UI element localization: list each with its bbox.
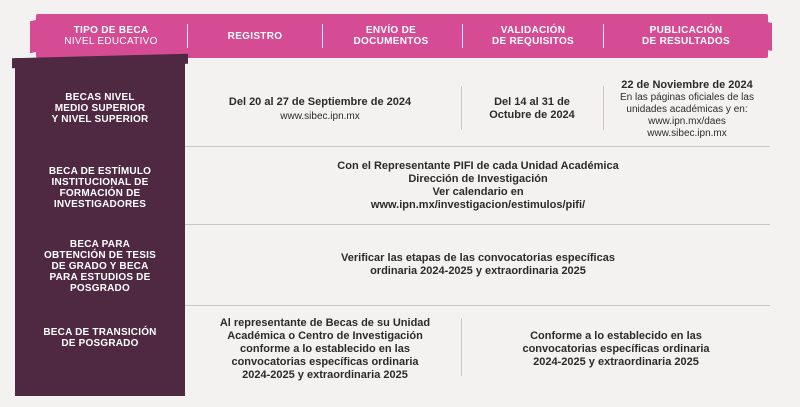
row1-registro-cell bbox=[190, 80, 450, 138]
pifi-line: Ver calendario en bbox=[432, 186, 524, 198]
header-registro bbox=[188, 14, 322, 58]
header-registro-label: REGISTRO bbox=[227, 30, 283, 42]
header-tipo-de-beca bbox=[36, 14, 186, 58]
registro-dates: Del 20 al 27 de Septiembre de 2024 bbox=[228, 95, 412, 108]
row1-validacion-cell bbox=[462, 80, 602, 138]
header-validacion-line1: VALIDACIÓN bbox=[500, 25, 566, 36]
table-header bbox=[36, 14, 768, 58]
header-envio bbox=[323, 14, 459, 58]
publicacion-line: unidades académicas y en: bbox=[626, 103, 748, 115]
header-tipo-line2: NIVEL EDUCATIVO bbox=[64, 36, 158, 47]
row-label-line: Y NIVEL SUPERIOR bbox=[51, 113, 149, 125]
row-label-line: MEDIO SUPERIOR bbox=[54, 102, 146, 114]
tesis-line: Verificar las etapas de las convocatorias específicas bbox=[341, 252, 615, 264]
row-label-line: DE GRADO Y BECA bbox=[51, 260, 149, 272]
publicacion-date: 22 de Noviembre de 2024 bbox=[621, 78, 753, 91]
publicacion-link[interactable]: www.ipn.mx/daes bbox=[648, 115, 726, 127]
row-label-line: BECA PARA bbox=[69, 238, 131, 250]
transicion-left-line: convocatorias específicas ordinaria bbox=[231, 355, 419, 368]
header-publicacion bbox=[604, 14, 768, 58]
row-separator bbox=[185, 305, 770, 306]
validacion-line: Del 14 al 31 de bbox=[494, 96, 570, 108]
row-label-line: BECA DE TRANSICIÓN bbox=[43, 327, 157, 338]
header-validacion-line2: DE REQUISITOS bbox=[491, 36, 575, 47]
row2-content-cell bbox=[186, 152, 770, 220]
registro-link[interactable]: www.sibec.ipn.mx bbox=[280, 110, 360, 122]
header-validacion bbox=[463, 14, 603, 58]
validacion-line: Octubre de 2024 bbox=[489, 109, 575, 121]
row-label-line: INVESTIGADORES bbox=[53, 198, 147, 210]
transicion-left-line: Al representante de Becas de su Unidad bbox=[219, 316, 431, 329]
transicion-left-line: Académica o Centro de Investigación bbox=[227, 329, 423, 342]
transicion-right-line: convocatorias específicas ordinaria bbox=[522, 342, 710, 355]
row-separator bbox=[185, 146, 770, 147]
row-label-estimulo-institucional bbox=[15, 150, 185, 225]
transicion-right-line: Conforme a lo establecido en las bbox=[530, 329, 702, 342]
transicion-right-line: 2024-2025 y extraordinaria 2025 bbox=[533, 355, 699, 368]
row-separator bbox=[185, 224, 770, 225]
tesis-line: ordinaria 2024-2025 y extraordinaria 2025 bbox=[370, 265, 586, 277]
header-publicacion-line2: DE RESULTADOS bbox=[642, 36, 730, 47]
transicion-left-line: 2024-2025 y extraordinaria 2025 bbox=[242, 368, 408, 381]
row-label-media-superior bbox=[15, 70, 185, 146]
publicacion-line: En las páginas oficiales de las bbox=[620, 91, 754, 103]
pifi-line: Dirección de Investigación bbox=[408, 173, 548, 185]
header-envio-line2: DOCUMENTOS bbox=[353, 36, 429, 47]
row-label-tesis-posgrado bbox=[15, 228, 185, 304]
row4-left-cell bbox=[190, 314, 460, 384]
row-label-line: BECA DE ESTÍMULO bbox=[48, 165, 152, 177]
row-label-line: OBTENCIÓN DE TESIS bbox=[44, 249, 156, 261]
transicion-left-line: conforme a lo establecido en las bbox=[240, 342, 410, 355]
row1-publicacion-cell bbox=[604, 74, 770, 144]
row-label-line: INSTITUCIONAL DE bbox=[51, 176, 149, 188]
header-tipo-line1: TIPO DE BECA bbox=[73, 25, 149, 36]
row-label-line: BECAS NIVEL bbox=[65, 91, 135, 103]
row-label-line: POSGRADO bbox=[70, 282, 130, 294]
row3-content-cell bbox=[186, 230, 770, 300]
header-publicacion-line1: PUBLICACIÓN bbox=[649, 25, 723, 36]
publicacion-link[interactable]: www.sibec.ipn.mx bbox=[647, 127, 727, 139]
row-label-transicion-posgrado bbox=[15, 310, 185, 366]
row4-right-cell bbox=[462, 316, 770, 382]
pifi-link[interactable]: www.ipn.mx/investigacion/estimulos/pifi/ bbox=[370, 199, 586, 211]
row-label-line: DE POSGRADO bbox=[61, 338, 139, 349]
pifi-line: Con el Representante PIFI de cada Unidad Académica bbox=[337, 160, 619, 172]
row-label-line: PARA ESTUDIOS DE bbox=[49, 271, 151, 283]
header-envio-line1: ENVÍO DE bbox=[365, 25, 417, 36]
row-label-line: FORMACIÓN DE bbox=[59, 187, 141, 199]
